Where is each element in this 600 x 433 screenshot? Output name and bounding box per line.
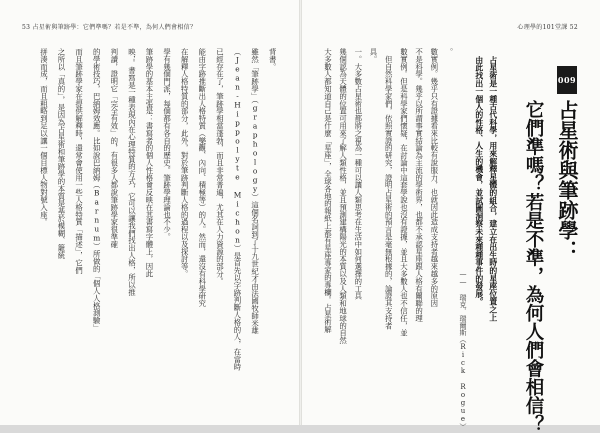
quote-credit: —— 瑞克．瑞爾斯（Rick Rogue） (459, 270, 467, 430)
left-text-column-9: 在解釋人格特質的部分，此外，對於筆跡判斷人格的過程以及探討等。 (180, 48, 190, 278)
section-number-badge: 009 (557, 66, 577, 94)
left-text-column-14: 背書。 (268, 48, 278, 71)
right-text-column-8: 數實例。幾乎只有證據看來比較有說服力，也就因此造成支持者越來越多的原因 (429, 48, 439, 307)
right-text-column-1: 大多數人都知道自己是什麼「星座」，全球各地的報紙上都有星座專家的專欄。占星術解 (323, 48, 333, 333)
right-text-column-9: 。 (445, 48, 454, 56)
right-text-column-6: 數實例。但是科學家們懷疑，在討論中這套學說也沒有證據，並且大多數人也不信任，並 (399, 48, 409, 337)
left-text-column-3: 而且筆跡學家在提供解釋時，還常會使用一些人格特質「描述」，它們 (74, 48, 84, 274)
chapter-title-line2: 它們準嗎？若是不準，為何人們會相信？ (523, 100, 544, 433)
left-text-column-7: 筆跡學的基本主張是：書寫者的個人性格會反映在其書寫字體上，因此 (145, 48, 154, 278)
right-text-column-5: 但自然科學家們，依照實證的研究，證明占星術的預言是毫無根據的，論證其支持者 (384, 48, 394, 330)
page-gutter (299, 0, 302, 425)
left-text-column-12: （Jean-Hippolyte Michon）是首先以字跡判斷人格的人，在當時 (233, 48, 242, 371)
left-text-column-6: 映，。書寫是一種表現內在心理特質的方式，它可以讓我們找出人格，所以推 (127, 48, 137, 296)
lead-quote-col-2: 由此找出一個人的性格、人生的機會，並試圖洞察未來種種事件的發展。 (474, 56, 484, 306)
left-text-column-13: 雖然「筆跡學」（graphology）這個名詞到了十九世紀才由法國牧師米雄 (250, 48, 260, 335)
right-text-column-2: 幾個認為天體的位置可用來了解人類性格，並且預測建構陽光的本質以及人類和地球的自然 (338, 48, 348, 344)
right-text-column-7: 不是科學。幾乎以所謂事實結論為主流的學術界，也都不承認星座跟人格有關聯的理 (414, 48, 424, 322)
chapter-title-line1: 占星術與筆跡學： (555, 100, 579, 260)
left-text-column-5: 判讀，證明它「完全有效」的，有很多人都說筆跡學家很準確 (109, 48, 119, 248)
right-running-head: 心理學的101堂課 52 (517, 24, 578, 31)
left-text-column-11: 已經存在了，筆跡學相當蓬勃，而且非常普遍，尤其在人力資源的部分。 (215, 48, 225, 285)
left-text-column-4: 的學術技巧，巴納姆效應。比如說巴納姆（Barnum）所做的「個人人格測驗」 (92, 48, 102, 332)
lead-quote-col-1: 占星術是一種古代科學，用來解釋星體的組合，建立在出生時的星座位置之上 (488, 56, 498, 322)
left-text-column-10: 能由字跡推斷出人格特質（樂觀、內向、積極等）的人。然而，還沒有科學研究 (197, 48, 207, 307)
right-text-column-4: 具。 (369, 48, 378, 63)
left-text-column-8: 學有幾個門派，每個都有各自的歷史。筆跡學理論也不少。 (162, 48, 172, 241)
left-text-column-1: 拼湊而成，而且粗略到足以讓一個目標人物對號入座。 (39, 48, 49, 226)
left-text-column-2: 之所以「真的」，是因為占星術和筆跡學的本質是基於模糊、籠統 (57, 48, 66, 259)
right-text-column-3: 一。大多數占星術也都將之視為一種可以讓人類思考在生活中如何選擇的工具 (353, 48, 363, 300)
left-running-head: 53 占星術與筆跡學：它們準嗎？若是不準，為何人們會相信？ (22, 24, 197, 31)
